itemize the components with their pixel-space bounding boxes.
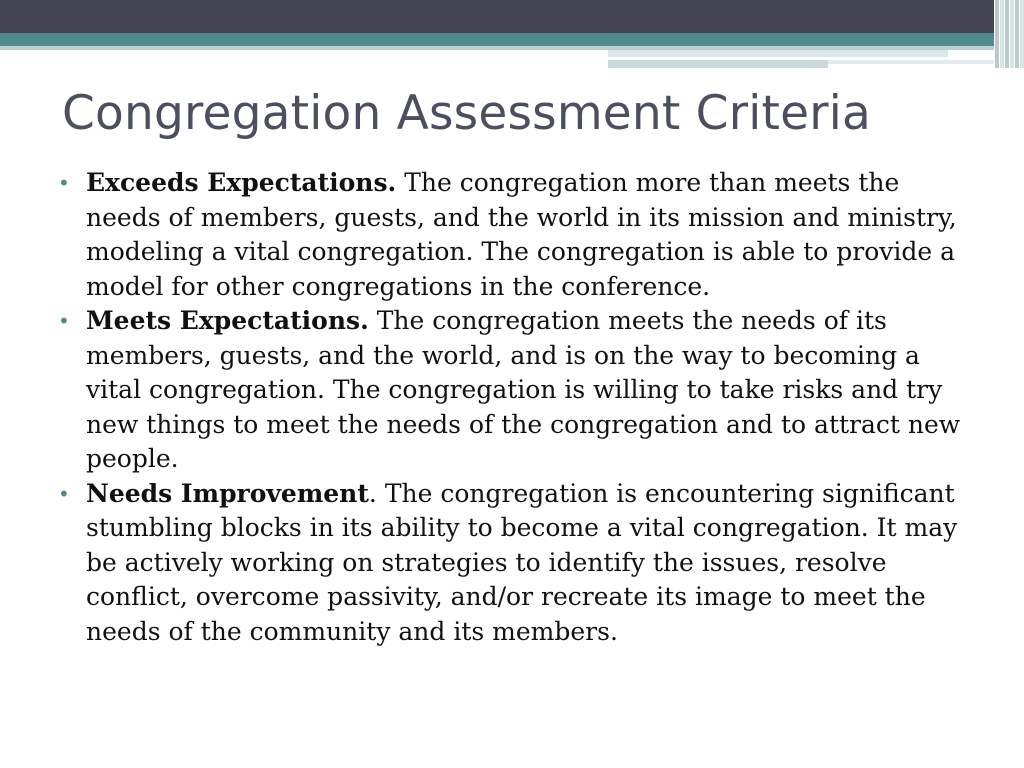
criteria-description: . The congregation is encountering significant stumbling blocks in its ability to become a vital congregation. It may be actively working on strategies to identify the issues, resolve conflict, overcome passivity, and/or recreate its image to meet the needs of the community and its members. xyxy=(86,478,958,646)
criteria-description: The congregation meets the needs of its members, guests, and the world, and is on the way to becoming a vital congregation. The congregation is willing to take risks and try new things to meet the needs of the congregation and to attract new people. xyxy=(86,306,961,473)
list-item xyxy=(58,477,978,650)
header-accent-bar-tertiary xyxy=(828,60,996,64)
header-band-teal xyxy=(0,33,1024,46)
header-band-dark xyxy=(0,0,1024,33)
criteria-heading: Needs Improvement xyxy=(86,478,369,508)
header-accent-bar xyxy=(608,50,948,57)
criteria-heading: Meets Expectations. xyxy=(86,306,369,335)
criteria-description: The congregation more than meets the needs of members, guests, and the world in its mission and ministry, modeling a vital congregation. The congregation is able to provide a model for other congregations in the conference. xyxy=(86,168,957,301)
list-item xyxy=(58,166,978,304)
list-item xyxy=(58,304,978,477)
slide-title: Congregation Assessment Criteria xyxy=(62,86,872,141)
bullet-icon: • xyxy=(58,481,70,506)
header-corner-stripes xyxy=(994,0,1024,68)
criteria-list xyxy=(58,166,978,649)
bullet-icon: • xyxy=(58,309,70,333)
bullet-icon: • xyxy=(58,171,70,195)
criteria-heading: Exceeds Expectations. xyxy=(86,168,397,197)
header-accent-bar-secondary xyxy=(608,60,828,68)
